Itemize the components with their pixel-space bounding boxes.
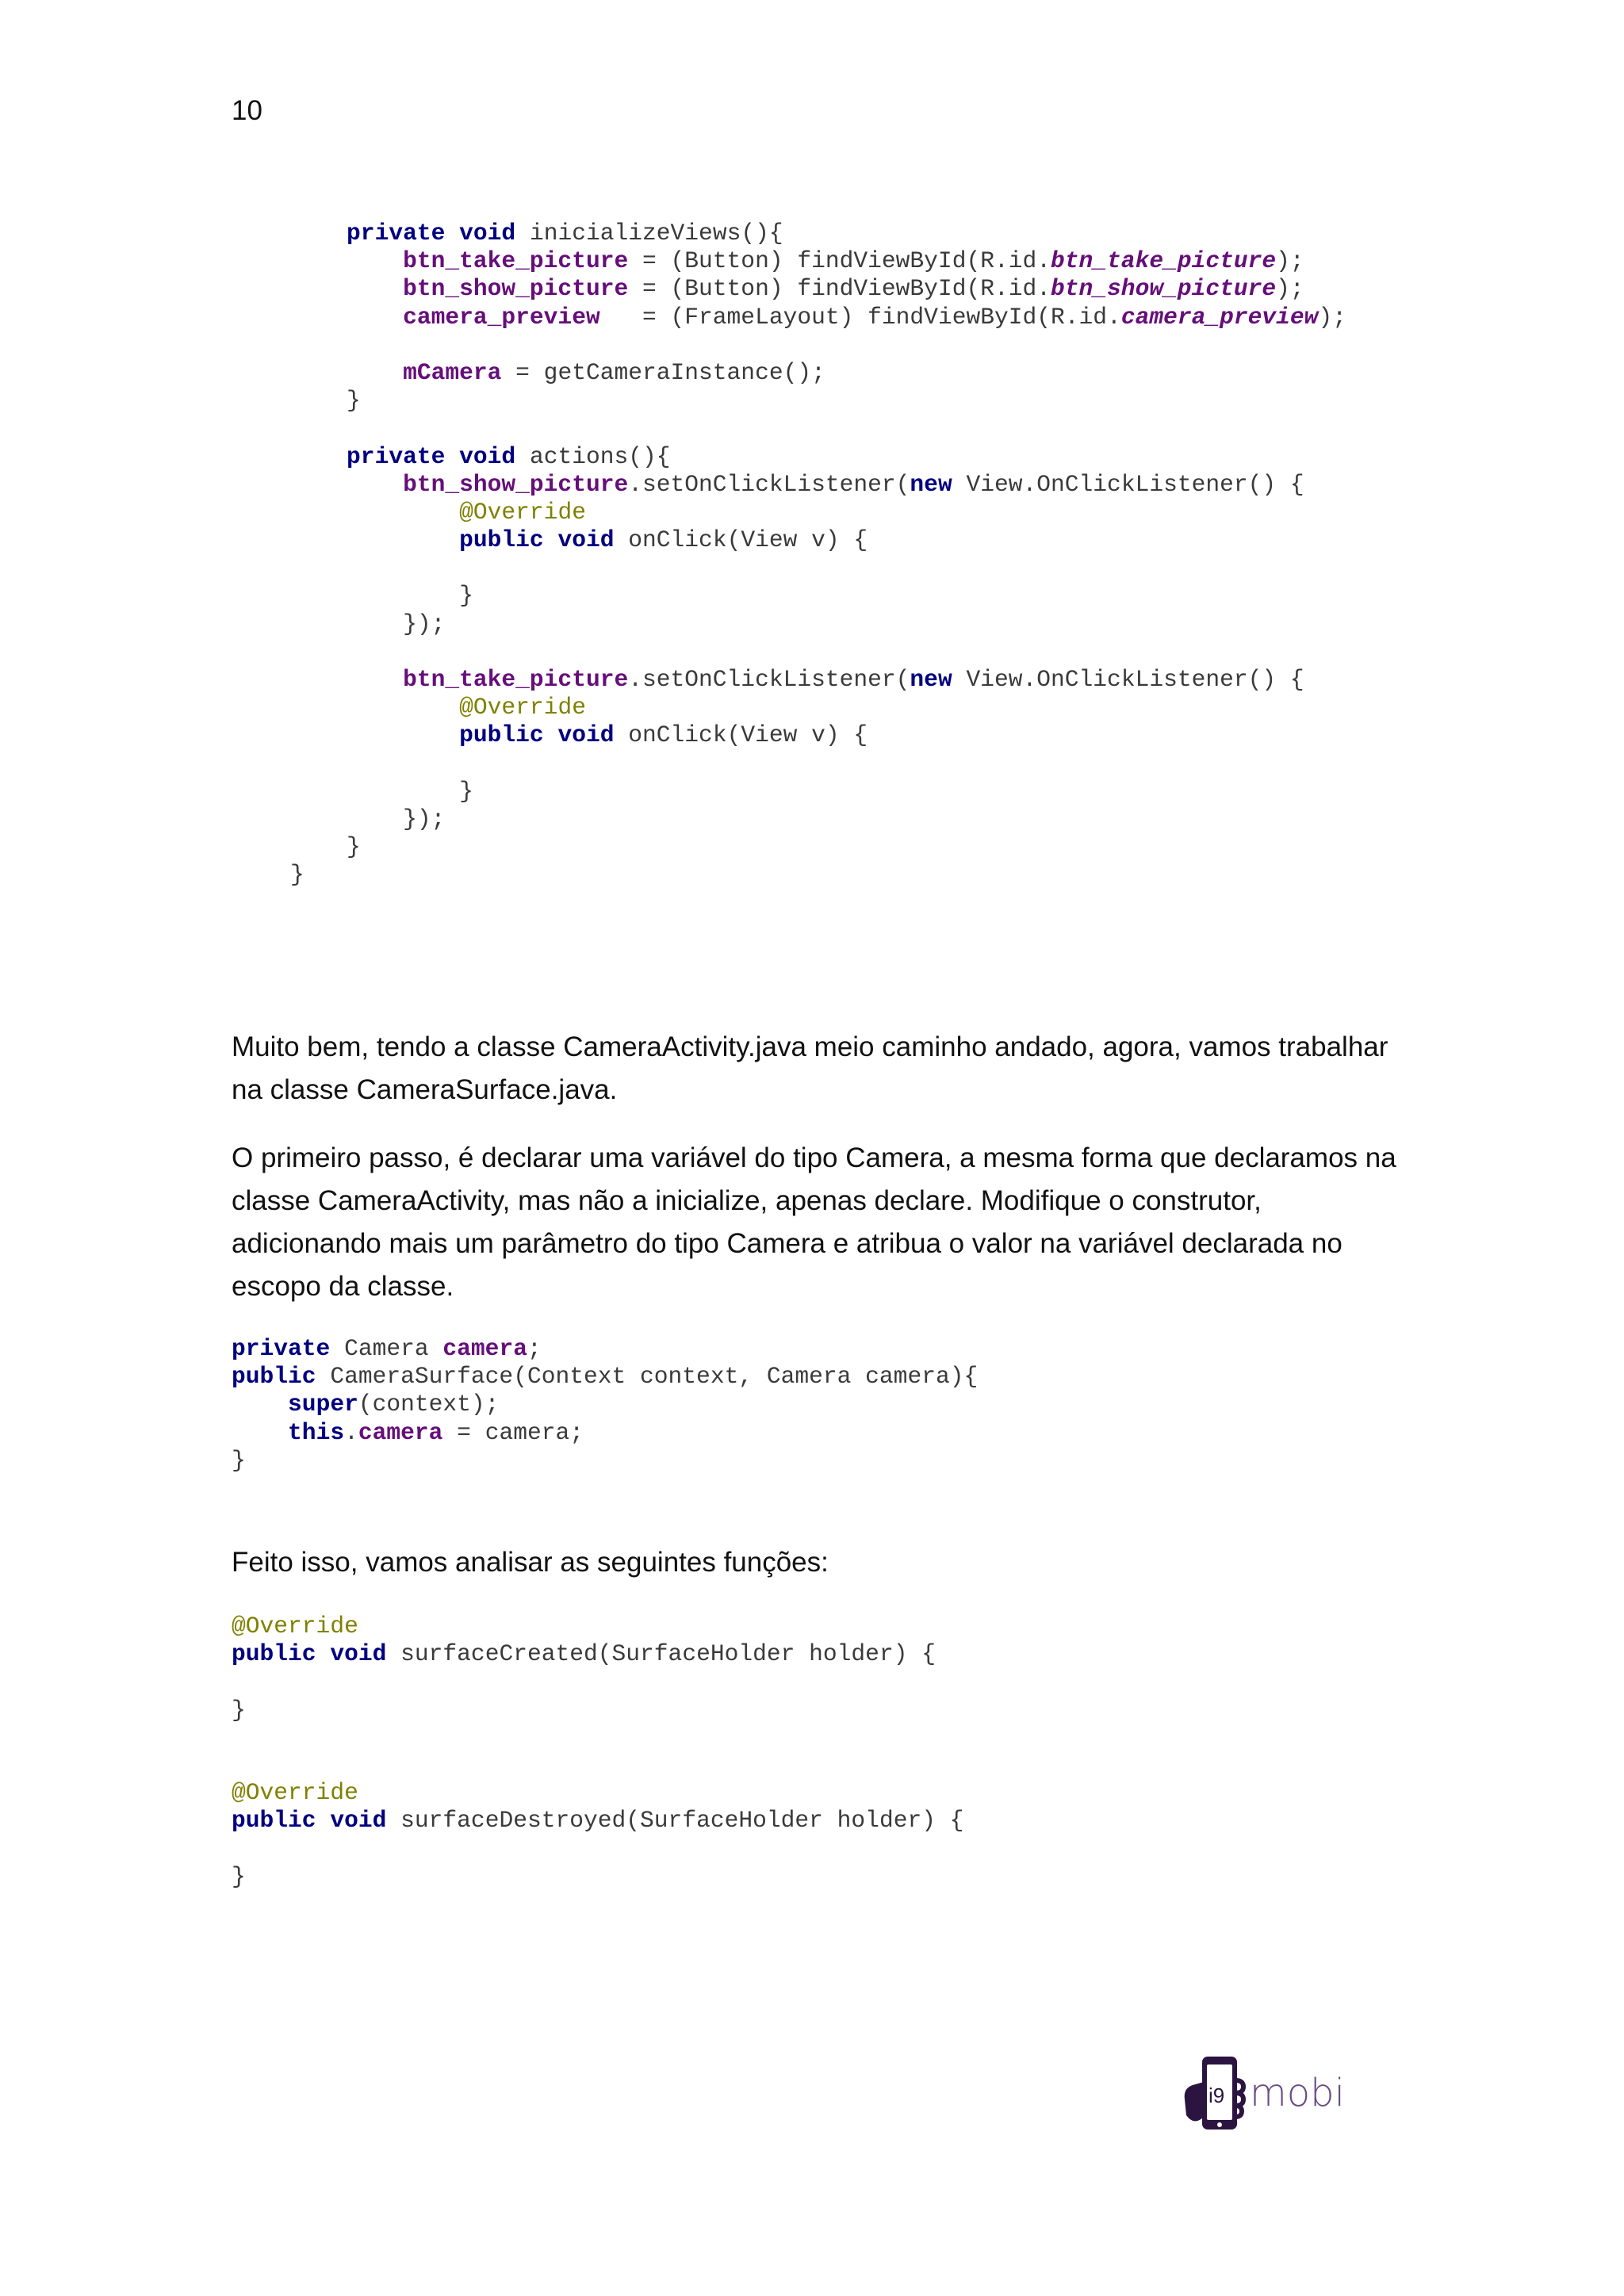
code-token: }); xyxy=(290,805,446,832)
code-token: camera_preview xyxy=(403,303,600,331)
code-token xyxy=(290,220,347,247)
code-line xyxy=(232,1613,936,1640)
code-token: ); xyxy=(1276,247,1304,275)
code-token: .setOnClickListener( xyxy=(628,470,910,498)
code-token: public xyxy=(459,721,544,749)
code-token: = (Button) findViewById(R.id. xyxy=(628,247,1051,275)
code-token: btn_take_picture xyxy=(403,666,629,693)
code-token xyxy=(290,304,403,331)
code-line xyxy=(232,1697,936,1724)
code-token xyxy=(290,694,459,721)
code-line xyxy=(290,861,1346,889)
code-line xyxy=(290,806,1346,833)
page-number: 10 xyxy=(232,95,262,126)
code-token xyxy=(316,1807,331,1834)
code-line xyxy=(232,1335,978,1363)
code-line xyxy=(232,1863,964,1891)
paragraph-declare-camera: O primeiro passo, é declarar uma variável do tipo Camera, a mesma forma que declaramos na classe CameraActivity, mas não a inicialize, apenas declare. Modifique o construtor, adicionando mais um parâmetro do tipo Camera e atribua o valor na variável declarada no escopo da classe. xyxy=(232,1142,1396,1302)
code-token xyxy=(290,275,403,302)
logo-wordmark: mobi xyxy=(1250,2071,1345,2115)
code-token: } xyxy=(290,861,304,889)
code-line xyxy=(232,1640,936,1668)
code-block-camera-surface-constructor xyxy=(232,1335,978,1475)
code-token: CameraSurface(Context context, Camera camera){ xyxy=(316,1363,979,1391)
code-token xyxy=(445,443,459,470)
code-token xyxy=(290,443,347,470)
code-token: ; xyxy=(527,1335,542,1362)
code-line xyxy=(290,610,1346,638)
code-token: mCamera xyxy=(403,358,502,386)
code-token: } xyxy=(290,582,473,610)
code-line xyxy=(290,304,1346,331)
phone-in-hand-icon xyxy=(1180,2050,1386,2137)
code-line xyxy=(290,275,1346,303)
code-token: = getCameraInstance(); xyxy=(501,358,825,386)
code-token: void xyxy=(330,1807,387,1835)
code-token: private xyxy=(347,442,446,470)
code-token xyxy=(290,247,403,274)
code-token: btn_show_picture xyxy=(403,470,629,498)
code-block-surface-created xyxy=(232,1613,936,1724)
code-token xyxy=(290,471,403,498)
code-token: onClick(View v) { xyxy=(614,721,868,749)
code-token: new xyxy=(910,666,952,693)
code-token: btn_take_picture xyxy=(1051,247,1277,275)
code-line xyxy=(232,1419,978,1447)
code-token: = (FrameLayout) findViewById(R.id. xyxy=(599,303,1121,331)
code-line xyxy=(290,666,1346,694)
code-line xyxy=(232,1807,964,1835)
code-token: View.OnClickListener() { xyxy=(952,470,1304,498)
code-token: private xyxy=(347,220,446,247)
code-token: actions(){ xyxy=(515,442,671,470)
code-line xyxy=(290,499,1346,526)
code-token: @Override xyxy=(232,1779,358,1806)
code-line xyxy=(290,721,1346,749)
code-line xyxy=(290,638,1346,666)
code-token: onClick(View v) { xyxy=(614,526,868,554)
code-line xyxy=(290,471,1346,499)
code-token: } xyxy=(232,1446,246,1474)
code-token xyxy=(316,1640,331,1667)
code-token: private xyxy=(232,1335,331,1362)
code-token: @Override xyxy=(459,498,586,526)
code-token xyxy=(290,526,459,553)
code-line xyxy=(232,1391,978,1418)
code-token: public xyxy=(232,1807,316,1835)
code-line xyxy=(290,778,1346,806)
code-token: surfaceCreated(SurfaceHolder holder) { xyxy=(386,1640,936,1668)
code-token: this xyxy=(288,1418,345,1446)
code-line xyxy=(290,359,1346,387)
code-token: (context); xyxy=(358,1391,500,1418)
code-token: void xyxy=(459,220,516,247)
code-line xyxy=(290,694,1346,721)
code-token xyxy=(232,1391,288,1418)
code-token: new xyxy=(910,470,952,498)
code-line xyxy=(232,1363,978,1391)
code-line xyxy=(232,1447,978,1475)
code-line xyxy=(232,1779,964,1807)
code-token: btn_show_picture xyxy=(1051,275,1277,303)
code-token: @Override xyxy=(232,1613,358,1640)
code-token: camera xyxy=(358,1418,443,1446)
code-token xyxy=(290,666,403,693)
code-token: void xyxy=(330,1640,387,1668)
code-token: } xyxy=(290,777,473,805)
code-token xyxy=(290,721,459,748)
paragraph-intro: Muito bem, tendo a classe CameraActivity.java meio caminho andado, agora, vamos trabalhar na classe CameraSurface.java. xyxy=(232,1031,1388,1105)
code-line xyxy=(290,415,1346,442)
i9mobi-logo xyxy=(1180,2050,1386,2137)
code-token: public xyxy=(232,1363,316,1391)
code-token: } xyxy=(290,387,361,415)
code-token: .setOnClickListener( xyxy=(628,666,910,693)
code-line xyxy=(290,750,1346,778)
code-token: } xyxy=(232,1696,246,1724)
code-line xyxy=(290,331,1346,359)
code-token: inicializeViews(){ xyxy=(515,220,783,247)
paragraph-functions: Feito isso, vamos analisar as seguintes funções: xyxy=(232,1547,829,1578)
code-line xyxy=(232,1835,964,1862)
code-token xyxy=(290,499,459,526)
code-token: Camera xyxy=(330,1335,443,1362)
code-token: } xyxy=(290,833,361,861)
code-token: btn_show_picture xyxy=(403,275,629,303)
code-token: super xyxy=(288,1391,358,1418)
code-token: btn_take_picture xyxy=(403,247,629,275)
code-token: public xyxy=(459,526,544,554)
code-line xyxy=(290,220,1346,247)
code-token: void xyxy=(459,442,516,470)
logo-prefix: i9 xyxy=(1208,2084,1225,2107)
code-line xyxy=(290,247,1346,275)
code-token: . xyxy=(344,1418,358,1446)
code-token xyxy=(445,220,459,247)
code-token: surfaceDestroyed(SurfaceHolder holder) { xyxy=(386,1807,964,1835)
code-line xyxy=(290,833,1346,861)
code-block-surface-destroyed xyxy=(232,1779,964,1891)
code-line xyxy=(290,443,1346,471)
code-token: View.OnClickListener() { xyxy=(952,666,1304,693)
code-token: camera_preview xyxy=(1120,303,1319,331)
code-token: void xyxy=(557,721,615,749)
code-token: ); xyxy=(1276,275,1304,303)
code-token: = (Button) findViewById(R.id. xyxy=(628,275,1051,303)
code-line xyxy=(290,387,1346,415)
code-token xyxy=(544,721,558,748)
code-line xyxy=(290,526,1346,554)
code-token xyxy=(232,1419,288,1446)
code-line xyxy=(232,1668,936,1696)
code-token: @Override xyxy=(459,694,586,721)
code-token xyxy=(290,359,403,386)
code-block-inicialize-views xyxy=(290,220,1346,890)
code-token: void xyxy=(557,526,615,554)
code-token: = camera; xyxy=(442,1418,584,1446)
code-token: } xyxy=(232,1862,246,1890)
code-line xyxy=(290,554,1346,582)
code-token xyxy=(544,526,558,553)
code-token: camera xyxy=(442,1335,527,1362)
code-token: ); xyxy=(1318,303,1346,331)
code-token: }); xyxy=(290,610,446,637)
code-line xyxy=(290,582,1346,610)
code-token: public xyxy=(232,1640,316,1668)
